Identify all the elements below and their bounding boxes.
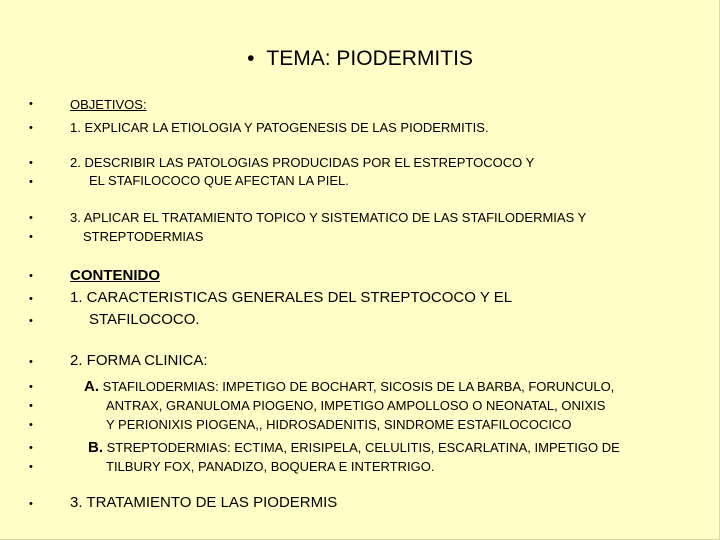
contenido-item1-line2: STAFILOCOCO. <box>89 311 200 328</box>
subitem-a-label: A. <box>84 378 99 395</box>
stafilodermias-line1 <box>84 378 614 395</box>
stafilodermias-line3: Y PERIONIXIS PIOGENA,, HIDROSADENITIS, SINDROME ESTAFILOCOCICO <box>106 417 572 432</box>
bullet-dot: • <box>29 461 33 473</box>
title-text: TEMA: PIODERMITIS <box>266 47 473 70</box>
streptodermias-line1 <box>88 439 620 456</box>
objetivos-heading: OBJETIVOS: <box>70 97 147 112</box>
objetivo-2-line1: 2. DESCRIBIR LAS PATOLOGIAS PRODUCIDAS POR EL ESTREPTOCOCO Y <box>70 155 535 170</box>
subitem-b-text: STREPTODERMIAS: ECTIMA, ERISIPELA, CELULITIS, ESCARLATINA, IMPETIGO DE <box>106 440 620 455</box>
stafilodermias-line2: ANTRAX, GRANULOMA PIOGENO, IMPETIGO AMPOLLOSO O NEONATAL, ONIXIS <box>106 398 606 413</box>
bullet-dot: • <box>29 356 33 368</box>
contenido-item3: 3. TRATAMIENTO DE LAS PIODERMIS <box>70 494 338 511</box>
bullet-dot: • <box>29 400 33 412</box>
bullet-dot: • <box>29 231 33 243</box>
bullet-dot: • <box>29 442 33 454</box>
title-bullet: • <box>247 47 255 70</box>
slide-title <box>0 47 720 71</box>
bullet-dot: • <box>29 212 33 224</box>
bullet-dot: • <box>29 98 33 110</box>
objetivo-3-line1: 3. APLICAR EL TRATAMIENTO TOPICO Y SISTEMATICO DE LAS STAFILODERMIAS Y <box>70 210 587 225</box>
bullet-dot: • <box>29 315 33 327</box>
objetivo-2-line2: EL STAFILOCOCO QUE AFECTAN LA PIEL. <box>89 173 349 188</box>
subitem-a-text: STAFILODERMIAS: IMPETIGO DE BOCHART, SICOSIS DE LA BARBA, FORUNCULO, <box>102 379 615 394</box>
contenido-item2: 2. FORMA CLINICA: <box>70 352 208 369</box>
bullet-dot: • <box>29 381 33 393</box>
bullet-dot: • <box>29 122 33 134</box>
objetivo-1: 1. EXPLICAR LA ETIOLOGIA Y PATOGENESIS DE LAS PIODERMITIS. <box>70 120 489 135</box>
contenido-item1-line1: 1. CARACTERISTICAS GENERALES DEL STREPTOCOCO Y EL <box>70 289 513 306</box>
bullet-dot: • <box>29 157 33 169</box>
bullet-dot: • <box>29 176 33 188</box>
subitem-b-label: B. <box>88 439 103 456</box>
bullet-dot: • <box>29 293 33 305</box>
streptodermias-line2: TILBURY FOX, PANADIZO, BOQUERA E INTERTRIGO. <box>106 459 435 474</box>
bullet-dot: • <box>29 419 33 431</box>
bullet-dot: • <box>29 270 33 282</box>
bullet-dot: • <box>29 498 33 510</box>
objetivo-3-line2: STREPTODERMIAS <box>83 229 204 244</box>
contenido-heading: CONTENIDO <box>70 267 160 284</box>
